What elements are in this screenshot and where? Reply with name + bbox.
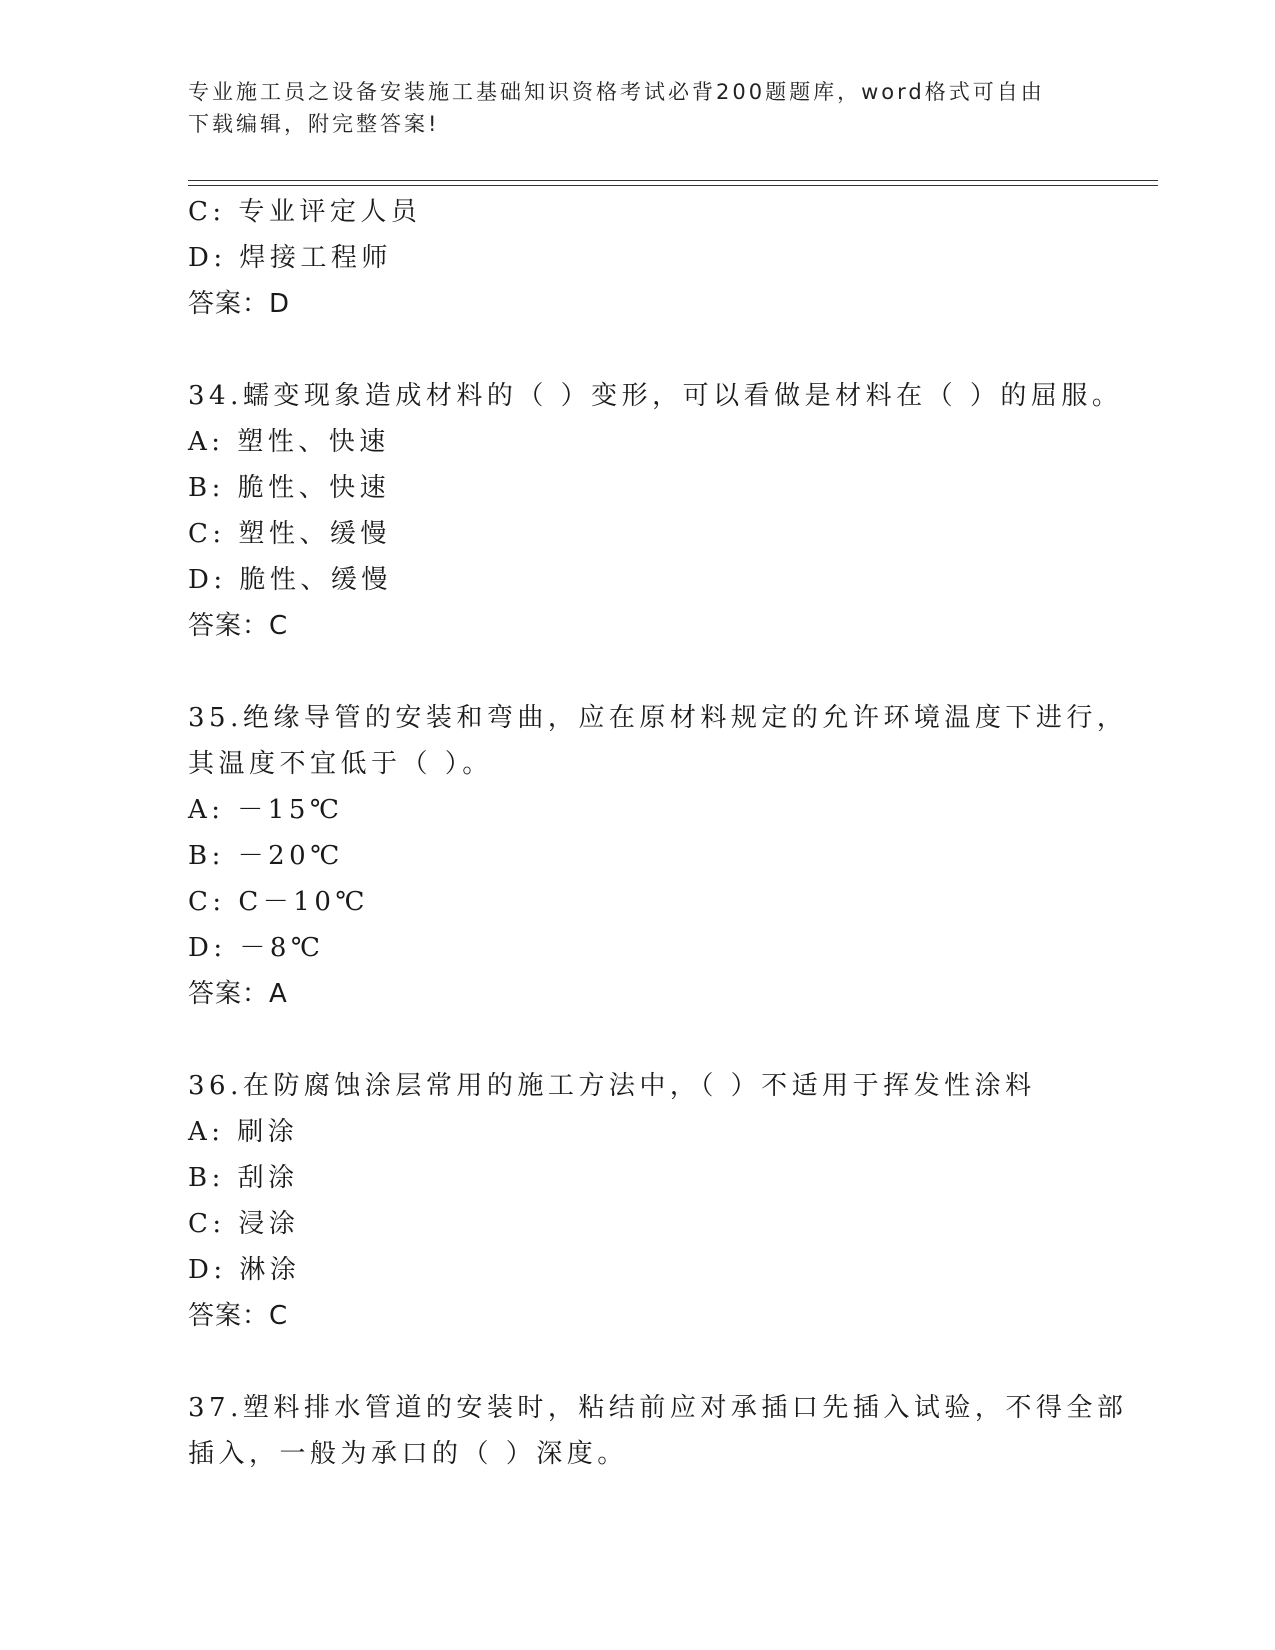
spacer — [188, 1339, 1148, 1385]
option-d: D: 脆性、缓慢 — [188, 565, 392, 595]
question-stem: 37.塑料排水管道的安装时，粘结前应对承插口先插入试验，不得全部 — [188, 1393, 1128, 1423]
header-line-2: 下载编辑，附完整答案! — [188, 112, 440, 136]
answer-line: 答案：C — [188, 1301, 289, 1331]
question-stem-continued: 插入，一般为承口的（ ）深度。 — [188, 1439, 628, 1469]
header-divider-top — [188, 180, 1158, 181]
answer-line: 答案：D — [188, 289, 291, 319]
option-b: B: 刮涂 — [188, 1163, 299, 1193]
question-37 — [188, 1385, 1148, 1477]
question-stem-continued: 其温度不宜低于（ ）。 — [188, 749, 493, 779]
spacer — [188, 1017, 1148, 1063]
option-c: C: 浸涂 — [188, 1209, 300, 1239]
option-d: D: 焊接工程师 — [188, 243, 392, 273]
question-list — [188, 189, 1148, 1477]
spacer — [188, 327, 1148, 373]
option-a: A: 塑性、快速 — [188, 427, 390, 457]
question-stem: 36.在防腐蚀涂层常用的施工方法中，（ ）不适用于挥发性涂料 — [188, 1071, 1036, 1101]
option-d: D: －8℃ — [188, 933, 325, 963]
answer-line: 答案：C — [188, 611, 289, 641]
option-a: A: －15℃ — [188, 795, 344, 825]
question-36 — [188, 1063, 1148, 1339]
answer-line: 答案：A — [188, 979, 288, 1009]
question-stem: 35.绝缘导管的安装和弯曲，应在原材料规定的允许环境温度下进行， — [188, 703, 1128, 733]
option-b: B: －20℃ — [188, 841, 344, 871]
option-c: C: C－10℃ — [188, 887, 369, 917]
question-stem: 34.蠕变现象造成材料的（ ）变形，可以看做是材料在（ ）的屈服。 — [188, 381, 1123, 411]
option-a: A: 刷涂 — [188, 1117, 299, 1147]
option-c: C: 塑性、缓慢 — [188, 519, 391, 549]
header-line-1: 专业施工员之设备安装施工基础知识资格考试必背200题题库，word格式可自由 — [188, 80, 1045, 104]
document-header — [188, 76, 1088, 140]
question-34 — [188, 373, 1148, 649]
spacer — [188, 649, 1148, 695]
question-35 — [188, 695, 1148, 1017]
option-d: D: 淋涂 — [188, 1255, 301, 1285]
header-divider-bottom — [188, 185, 1158, 186]
option-b: B: 脆性、快速 — [188, 473, 391, 503]
option-c: C: 专业评定人员 — [188, 197, 422, 227]
question-33-tail — [188, 189, 1148, 327]
